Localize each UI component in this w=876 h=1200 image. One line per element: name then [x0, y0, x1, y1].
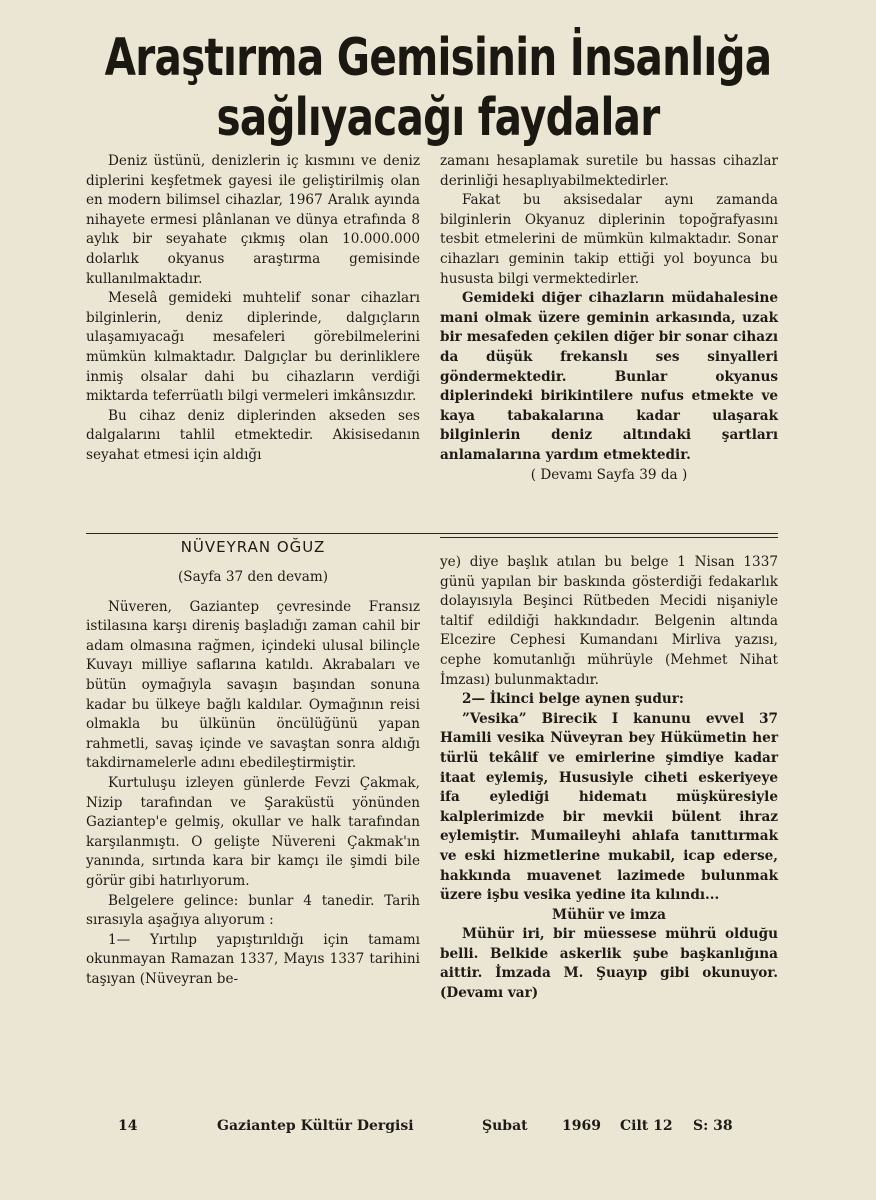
- article2-seal-heading: Mühür ve imza: [552, 906, 666, 923]
- article2-left-column: [86, 568, 420, 989]
- article2-right-column: [440, 553, 778, 1004]
- issue-month: Şubat: [482, 1118, 528, 1134]
- article1-paragraph: Meselâ gemideki muhtelif sonar cihazları bilginlerin, deniz diplerinde, dalgıçların ulaşamıyacağı mesafeleri görebilmelerini mümkün kılmaktadır. Dalgıçlar bu derinliklere inmiş olsalar dahi bu cihazların verdiği miktarda teferrüatlı bilgi vermeleri imkânsızdır.: [86, 290, 420, 405]
- issue-volume: Cilt 12: [620, 1118, 673, 1134]
- issue-year: 1969: [562, 1118, 601, 1134]
- article2-paragraph: Nüveren, Gaziantep çevresinde Fransız istilasına karşı direniş başladığı zaman cahil bir adam olmasına rağmen, içindeki ulusal bilinçle Kuvayı milliye saflarına katıldı. Akrabaları ve bütün oymağıyla savaşın başından sonuna kadar bu ülkeye bağlı kaldılar. Oymağının reisi olmakla bu ülkünün öncülüğünü yapan rahmetli, savaş içinde ve savaştan sonra aldığı takdirnamelerle adını ebedileştirmiştir.: [86, 598, 420, 772]
- article2-document-text: ”Vesika” Birecik I kanunu evvel 37 Hamili vesika Nüveyran bey Hükümetin her türlü tekâlif ve emirlerine şimdiye kadar itaat eylemiş, Hususiyle ciheti eskeriyeye ifa eylediği hidematı müşküresiyle kalplerimizde bir mevkii bülent ihraz eylemiştir. Mumaileyhi ahlafa tanıttırmak ve eski hizmetlerine mukabil, icap ederse, hakkında muavenet lazimede bulunmak üzere işbu vesika yedine ita kılındı...: [440, 710, 778, 904]
- article1-paragraph: zamanı hesaplamak suretile bu hassas cihazlar derinliği hesaplıyabilmektedirler.: [440, 153, 778, 189]
- magazine-title: Gaziantep Kültür Dergisi: [217, 1118, 414, 1134]
- article1-paragraph: Deniz üstünü, denizlerin iç kısmını ve deniz diplerini keşfetmek gayesi ile geliştirilmiş olan en modern bilimsel cihazlar, 1967 Aralık ayında nihayete ermesi plânlanan ve dünya etrafında 8 aylık bir seyahate çıkmış olan 10.000.000 dolarlık okyanus araştırma gemisinde kullanılmaktadır.: [86, 153, 420, 287]
- article2-paragraph: Kurtuluşu izleyen günlerde Fevzi Çakmak, Nizip tarafından ve Şaraküstü yönünden Gaziantep'e gelmiş, okullar ve halk tarafından karşılanmıştı. O gelişte Nüvereni Çakmak'ın yanında, sırtında kara bir kamçı ile şimdi bile görür gibi hatırlıyorum.: [86, 774, 420, 889]
- issue-number: S: 38: [693, 1118, 733, 1134]
- article2-paragraph: 1— Yırtılıp yapıştırıldığı için tamamı okunmayan Ramazan 1337, Mayıs 1337 tarihini taşıyan (Nüveyran be-: [86, 931, 420, 987]
- article1-right-column: [440, 152, 778, 485]
- article1-continued: ( Devamı Sayfa 39 da ): [530, 466, 688, 483]
- headline-line-1: Araştırma Gemisinin İnsanlığa: [104, 28, 772, 88]
- section-divider: [86, 533, 778, 534]
- article1-paragraph: Bu cihaz deniz diplerinden akseden ses dalgalarını tahlil etmektedir. Akisisedanın seyahat etmesi için aldığı: [86, 407, 420, 463]
- article2-continued-from: (Sayfa 37 den devam): [177, 569, 329, 585]
- article1-paragraph: Gemideki diğer cihazların müdahalesine mani olmak üzere geminin arkasında, uzak bir mesafeden çekilen diğer bir sonar cihazı da düşük frekanslı ses sinyalleri göndermektedir. Bunlar okyanus diplerindeki birikintilere nufus etmekte ve kaya tabakalarına kadar ulaşarak bilginlerin deniz altındaki şartları anlamalarına yardım etmektedir.: [440, 290, 778, 463]
- article2-author: NÜVEYRAN OĞUZ: [180, 538, 326, 556]
- article1-left-column: [86, 152, 420, 466]
- article1-paragraph: Fakat bu aksisedalar aynı zamanda bilginlerin Okyanuz diplerinin topoğrafyasını tesbit etmelerini de mümkün kılmaktadır. Sonar cihazları geminin takip ettiği yol boyunca bu hususta bilgi vermektedirler.: [440, 192, 778, 287]
- headline-line-2: sağlıyacağı faydalar: [216, 88, 660, 148]
- article2-paragraph: Mühür iri, bir müessese mührü olduğu belli. Belkide askerlik şube başkanlığına aittir. İmzada M. Şuayıp gibi okunuyor. (Devamı var): [440, 926, 778, 1002]
- article2-paragraph: ye) diye başlık atılan bu belge 1 Nisan 1337 günü yapılan bir baskında gösterdiği fedakarlık dolayısıyla Beşinci Rütbeden Mecidi nişaniyle taltif edildiği hakkındadır. Belgenin altında Elcezire Cephesi Kumandanı Mirliva yazısı, cephe komutanlığı mührüyle (Mehmet Nihat İmzası) bulunmaktadır.: [440, 554, 778, 688]
- section-divider-secondary: [440, 537, 778, 538]
- article2-paragraph: Belgelere gelince: bunlar 4 tanedir. Tarih sırasıyla aşağıya alıyorum :: [86, 892, 420, 929]
- page-number: 14: [118, 1118, 138, 1134]
- article2-paragraph: 2— İkinci belge aynen şudur:: [462, 691, 684, 708]
